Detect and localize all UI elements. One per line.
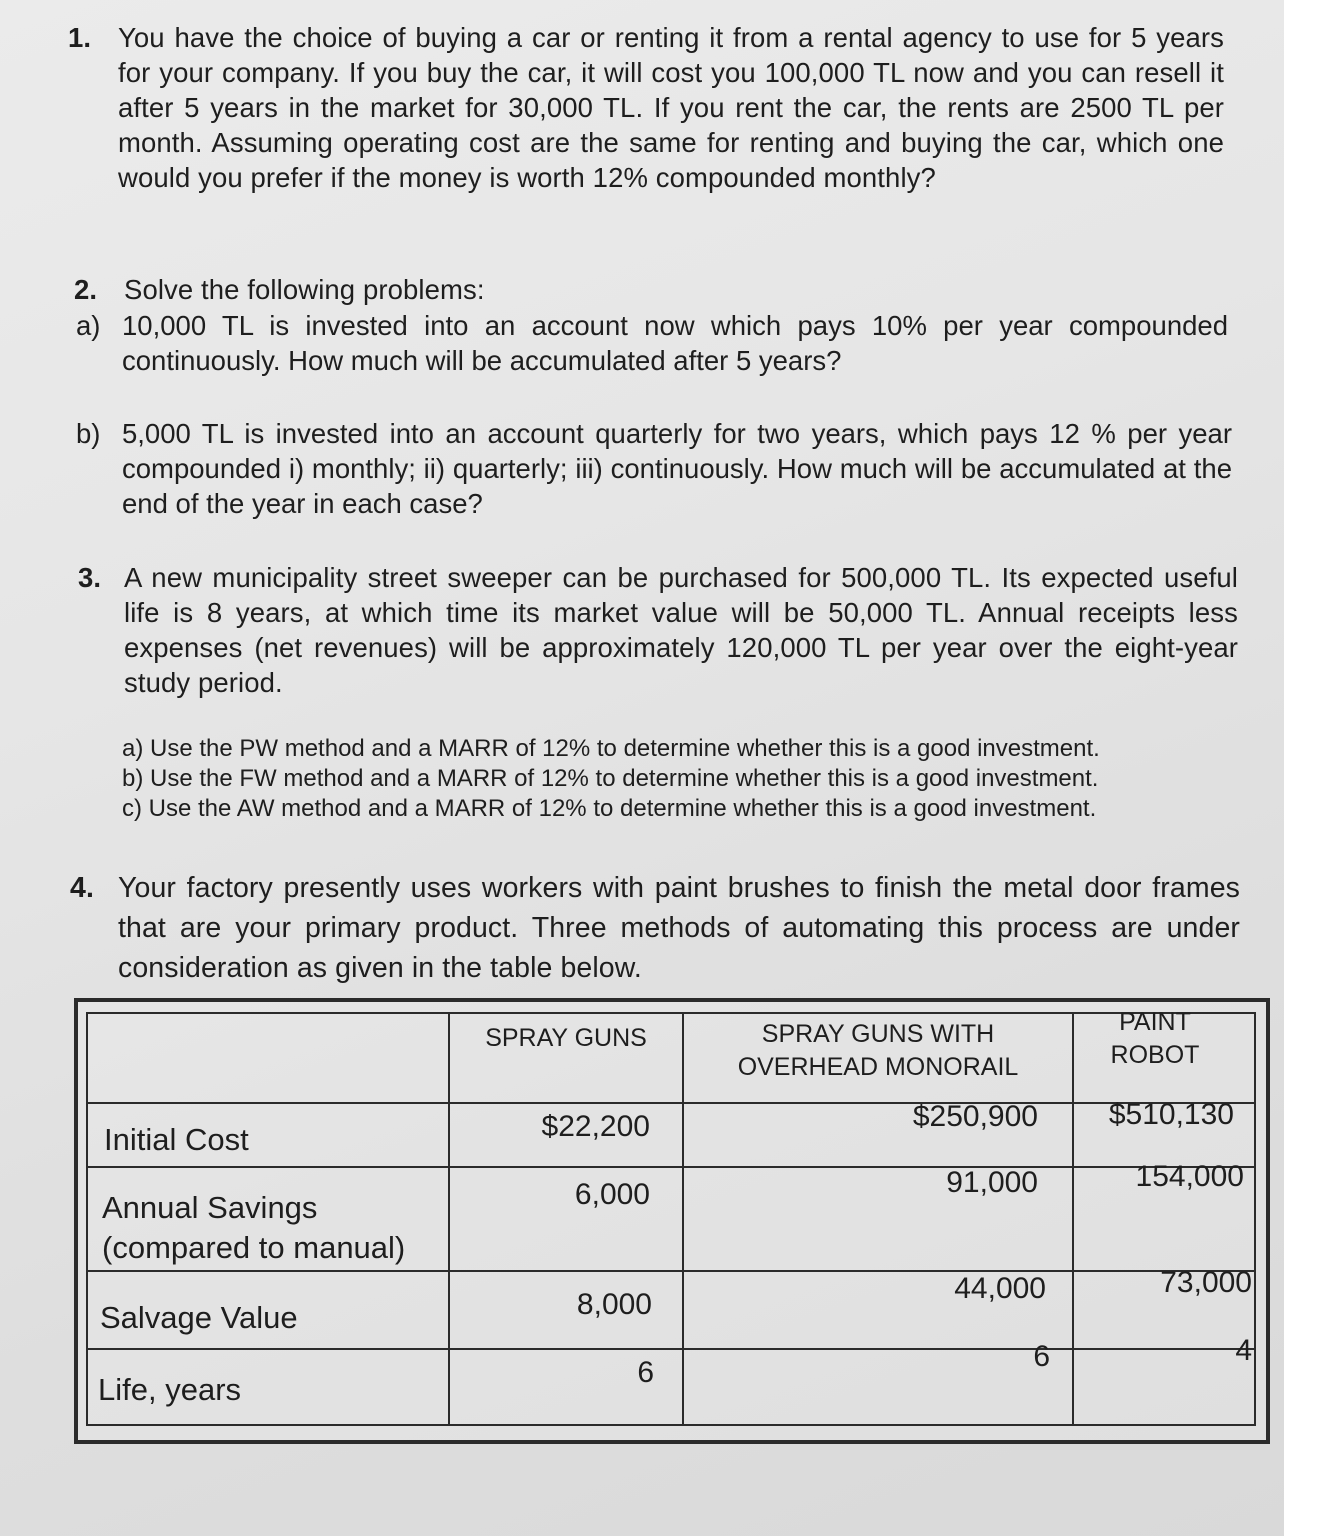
question-2-number: 2. xyxy=(74,274,98,305)
question-3b: b) Use the FW method and a MARR of 12% to determine whether this is a good investment. xyxy=(122,765,1099,792)
row-label-salvage-value: Salvage Value xyxy=(100,1300,298,1335)
question-1-number: 1. xyxy=(68,22,92,53)
question-2b-label: b) xyxy=(76,418,101,449)
cell-salvage-value-monorail: 44,000 xyxy=(954,1272,1046,1305)
question-2a-label: a) xyxy=(76,310,101,341)
table-divider-h3 xyxy=(88,1270,1254,1272)
cell-annual-savings-robot: 154,000 xyxy=(1135,1160,1244,1193)
table-divider-v3 xyxy=(1072,1014,1074,1424)
question-3-subparts xyxy=(122,734,1192,824)
cell-initial-cost-monorail: $250,900 xyxy=(912,1100,1038,1133)
question-3c: c) Use the AW method and a MARR of 12% to determine whether this is a good investment. xyxy=(122,795,1097,822)
column-header-spray-guns xyxy=(450,1022,682,1055)
column-header-monorail-line2: OVERHEAD MONORAIL xyxy=(737,1053,1019,1081)
table-divider-h1 xyxy=(88,1102,1254,1104)
cell-salvage-value-robot: 73,000 xyxy=(1160,1266,1252,1299)
column-header-monorail xyxy=(684,1018,1072,1084)
row-label-annual-savings xyxy=(102,1188,405,1268)
table-grid xyxy=(86,1008,1256,1426)
automation-options-table xyxy=(74,998,1270,1444)
cell-life-years-spray-guns: 6 xyxy=(637,1356,654,1389)
question-2b-text: 5,000 TL is invested into an account quarterly for two years, which pays 12 % per year compounded i) monthly; ii) quarterly; iii) continuously. How much will be accumulated at the end of the year in each case? xyxy=(122,418,1232,519)
column-header-spray-guns-label: SPRAY GUNS xyxy=(485,1024,647,1052)
table-divider-v1 xyxy=(448,1014,450,1424)
cell-salvage-value-spray-guns: 8,000 xyxy=(576,1288,652,1321)
row-label-annual-savings-line2: (compared to manual) xyxy=(102,1230,406,1265)
question-3-number: 3. xyxy=(78,562,102,593)
row-label-life-years: Life, years xyxy=(98,1372,242,1407)
question-2-text: Solve the following problems: xyxy=(124,274,485,305)
cell-annual-savings-spray-guns: 6,000 xyxy=(574,1178,650,1211)
cell-life-years-monorail: 6 xyxy=(1033,1340,1050,1373)
table-divider-h2 xyxy=(88,1166,1254,1168)
question-3a: a) Use the PW method and a MARR of 12% to determine whether this is a good investment. xyxy=(122,735,1100,762)
cell-annual-savings-monorail: 91,000 xyxy=(946,1166,1038,1199)
row-label-annual-savings-line1: Annual Savings xyxy=(102,1190,318,1225)
question-4-number: 4. xyxy=(70,872,94,904)
question-3-text: A new municipality street sweeper can be purchased for 500,000 TL. Its expected useful life is 8 years, at which time its market value will be 50,000 TL. Annual receipts less expenses (net revenues) will be approximately 120,000 TL per year over the eight-year study period. xyxy=(124,562,1238,698)
cell-initial-cost-robot: $510,130 xyxy=(1108,1098,1234,1131)
column-header-robot-line2: ROBOT xyxy=(1110,1041,1200,1069)
cell-initial-cost-spray-guns: $22,200 xyxy=(541,1110,650,1143)
question-4-text: Your factory presently uses workers with paint brushes to finish the metal door frames that are your primary product. Three methods of automating this process are under consideration as given in the table below. xyxy=(118,872,1240,984)
question-2a-text: 10,000 TL is invested into an account now which pays 10% per year compounded continuously. How much will be accumulated after 5 years? xyxy=(122,310,1228,376)
column-header-robot-line1: PAINT xyxy=(1119,1008,1191,1036)
column-header-monorail-line1: SPRAY GUNS WITH xyxy=(761,1020,995,1048)
cell-life-years-robot: 4 xyxy=(1235,1334,1252,1367)
column-header-robot xyxy=(1074,1006,1236,1072)
row-label-initial-cost: Initial Cost xyxy=(104,1122,249,1157)
table-divider-h4 xyxy=(88,1348,1254,1350)
question-1-text: You have the choice of buying a car or renting it from a rental agency to use for 5 years for your company. If you buy the car, it will cost you 100,000 TL now and you can resell it after 5 years in the market for 30,000 TL. If you rent the car, the rents are 2500 TL per month. Assuming operating cost are the same for renting and buying the car, which one would you prefer if the money is worth 12% compounded monthly? xyxy=(118,22,1224,193)
